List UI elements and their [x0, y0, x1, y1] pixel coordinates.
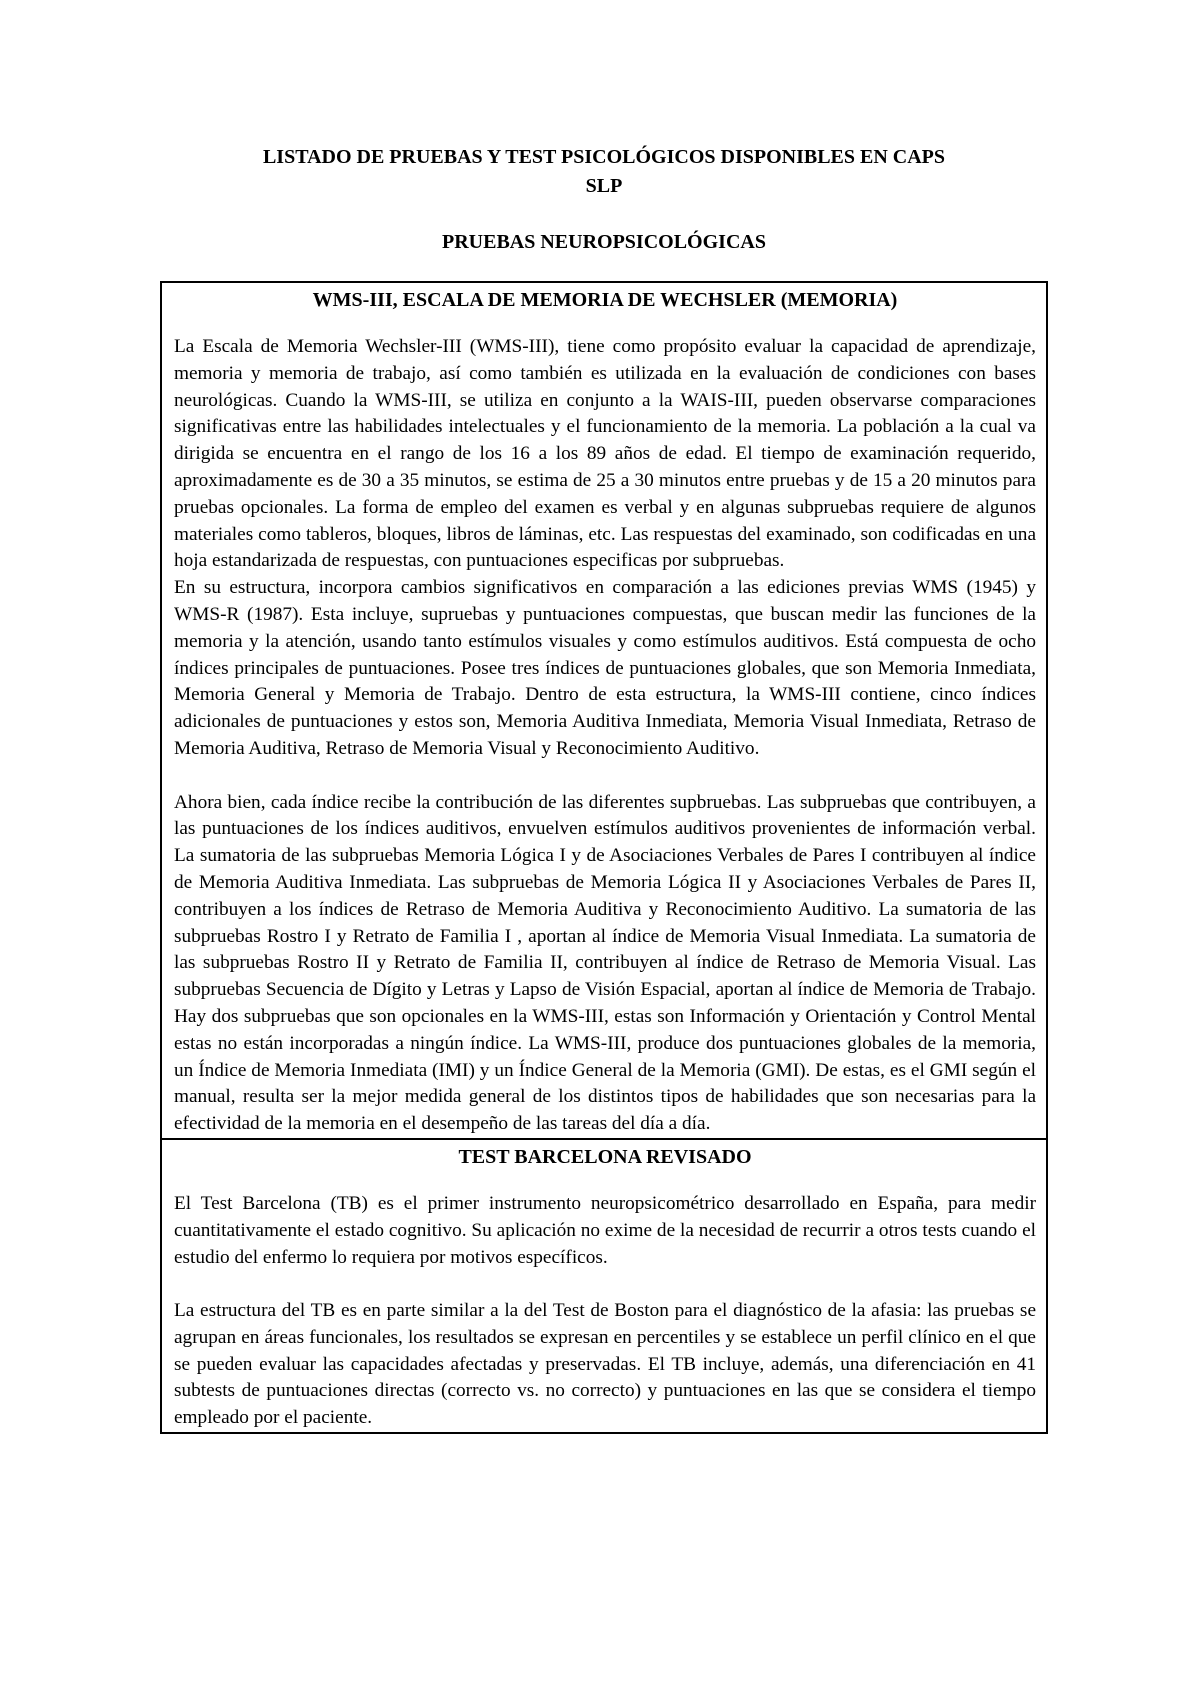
- test-paragraph: La Escala de Memoria Wechsler-III (WMS-III), tiene como propósito evaluar la capacidad de aprendizaje, memoria y memoria de trabajo, así como también es utilizada en la evaluación de condiciones con bases neurológicas. Cuando la WMS-III, se utiliza en conjunto a la WAIS-III, pueden observarse comparaciones significativas entre las habilidades intelectuales y el funcionamiento de la memoria. La población a la cual va dirigida se encuentra en el rango de los 16 a los 89 años de edad. El tiempo de examinación requerido, aproximadamente es de 30 a 35 minutos, se estima de 25 a 30 minutos entre pruebas y de 15 a 20 minutos para pruebas opcionales. La forma de empleo del examen es verbal y en algunas subpruebas requiere de algunos materiales como tableros, bloques, libros de láminas, etc. Las respuestas del examinado, son codificadas en una hoja estandarizada de respuestas, con puntuaciones especificas por subpruebas.: [174, 336, 1036, 572]
- test-cell-barcelona: [161, 1139, 1047, 1433]
- test-paragraph: El Test Barcelona (TB) es el primer instrumento neuropsicométrico desarrollado en España, para medir cuantitativamente el estado cognitivo. Su aplicación no exime de la necesidad de recurrir a otros tests cuando el estudio del enfermo lo requiera por motivos específicos.: [174, 1192, 1036, 1268]
- test-name: TEST BARCELONA REVISADO: [458, 1145, 752, 1168]
- test-cell-wms-iii: [161, 282, 1047, 1139]
- test-name: WMS-III, ESCALA DE MEMORIA DE WECHSLER (MEMORIA): [312, 289, 898, 311]
- document-title: [150, 143, 1058, 201]
- test-paragraph: Ahora bien, cada índice recibe la contribución de las diferentes supbruebas. Las subpruebas que contribuyen, a las puntuaciones de los índices auditivos, envuelven estímulos auditivos provenientes de información verbal. La sumatoria de las subpruebas Memoria Lógica I y de Asociaciones Verbales de Pares I contribuyen al índice de Memoria Auditiva Inmediata. Las subpruebas de Memoria Lógica II y Asociaciones Verbales de Pares II, contribuyen a los índices de Retraso de Memoria Auditiva y Reconocimiento Auditivo. La sumatoria de las subpruebas Rostro I y Retrato de Familia I , aportan al índice de Memoria Visual Inmediata. La sumatoria de las subpruebas Rostro II y Retrato de Familia II, contribuyen al índice de Retraso de Memoria Visual. Las subpruebas Secuencia de Dígito y Letras y Lapso de Visión Espacial, aportan al índice de Memoria de Trabajo. Hay dos subpruebas que son opcionales en la WMS-III, estas son Información y Orientación y Control Mental estas no están incorporadas a ningún índice. La WMS-III, produce dos puntuaciones globales de la memoria, un Índice de Memoria Inmediata (IMI) y un Índice General de la Memoria (GMI). De estas, es el GMI según el manual, resulta ser la mejor medida general de los distintos tipos de habilidades que son necesarias para la efectividad de la memoria en el desempeño de las tareas del día a día.: [174, 791, 1036, 1135]
- test-paragraph: La estructura del TB es en parte similar a la del Test de Boston para el diagnóstico de la afasia: las pruebas se agrupan en áreas funcionales, los resultados se expresan en percentiles y se establece un perfil clínico en el que se pueden evaluar las capacidades afectadas y preservadas. El TB incluye, además, una diferenciación en 41 subtests de puntuaciones directas (correcto vs. no correcto) y puntuaciones en las que se considera el tiempo empleado por el paciente.: [174, 1300, 1036, 1429]
- section-title: PRUEBAS NEUROPSICOLÓGICAS: [442, 231, 766, 253]
- tests-table: [160, 281, 1048, 1434]
- test-paragraph: En su estructura, incorpora cambios significativos en comparación a las ediciones previas WMS (1945) y WMS-R (1987). Esta incluye, supruebas y puntuaciones compuestas, que buscan medir las funciones de la memoria y la atención, usando tanto estímulos visuales y como estímulos auditivos. Está compuesta de ocho índices principales de puntuaciones. Posee tres índices de puntuaciones globales, que son Memoria Inmediata, Memoria General y Memoria de Trabajo. Dentro de esta estructura, la WMS-III contiene, cinco índices adicionales de puntuaciones y estos son, Memoria Auditiva Inmediata, Memoria Visual Inmediata, Retraso de Memoria Auditiva, Retraso de Memoria Visual y Reconocimiento Auditivo.: [174, 577, 1036, 759]
- document-title-line-1: LISTADO DE PRUEBAS Y TEST PSICOLÓGICOS DISPONIBLES EN CAPS: [262, 146, 946, 168]
- test-row: [161, 282, 1047, 1139]
- test-row: [161, 1139, 1047, 1433]
- document-title-line-2: SLP: [585, 175, 623, 197]
